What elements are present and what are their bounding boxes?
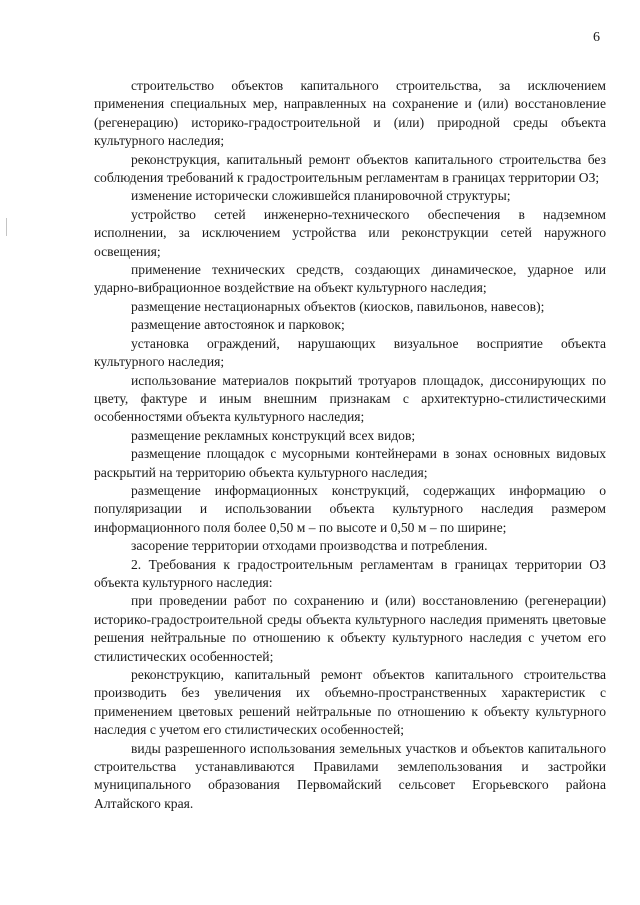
paragraph-restriction-parking: размещение автостоянок и парковок;: [131, 317, 345, 333]
paragraph-restriction-pavement-materials: использование материалов покрытий тротуаров площадок, диссонирующих по цвету, фактуре и иным внешним признакам с архитектурно-стилистическими особенностями объекта культурного наследия;: [94, 372, 606, 425]
paragraph-section-2-heading: 2. Требования к градостроительным регламентам в границах территории ОЗ объекта культурного наследия:: [94, 556, 606, 590]
paragraph-restriction-advertising: размещение рекламных конструкций всех видов;: [131, 427, 416, 443]
margin-mark: [6, 218, 7, 236]
paragraph-restriction-waste-containers: размещение площадок с мусорными контейнерами в зонах основных видовых раскрытий на территорию объекта культурного наследия;: [94, 446, 606, 480]
paragraph-restriction-littering: засорение территории отходами производства и потребления.: [131, 538, 488, 554]
paragraph-restriction-technical-means: применение технических средств, создающих динамическое, ударное или ударно-вибрационное воздействие на объект культурного наследия;: [94, 262, 606, 296]
paragraph-requirement-permitted-use: виды разрешенного использования земельных участков и объектов капитального строительства устанавливаются Правилами землепользования и застройки муниципального образования Первомайский сельсовет Егорьевского района Алтайского края.: [94, 740, 606, 811]
paragraph-requirement-reconstruction: реконструкцию, капитальный ремонт объектов капитального строительства производить без увеличения их объемно-пространственных характеристик с применением цветовых решений нейтральные по отношению к объекту культурного наследия с учетом его стилистических особенностей;: [94, 667, 606, 738]
page-number: 6: [593, 30, 600, 45]
paragraph-requirement-color-solutions: при проведении работ по сохранению и (или) восстановлению (регенерации) историко-градостроительной среды объекта культурного наследия применять цветовые решения нейтральные по отношению к объекту культурного наследия с учетом его стилистических особенностей;: [94, 593, 606, 664]
paragraph-restriction-construction: строительство объектов капитального строительства, за исключением применения специальных мер, направленных на сохранение и (или) восстановление (регенерацию) историко-градостроительной и (или) природной среды объекта культурного наследия;: [94, 78, 606, 149]
paragraph-restriction-info-structures: размещение информационных конструкций, содержащих информацию о популяризации и использовании объекта культурного наследия размером информационного поля более 0,50 м – по высоте и 0,50 м – по ширине;: [94, 482, 606, 535]
paragraph-restriction-engineering-networks: устройство сетей инженерно-технического обеспечения в надземном исполнении, за исключением устройства или реконструкции сетей наружного освещения;: [94, 206, 606, 259]
document-body: [94, 77, 606, 813]
paragraph-restriction-reconstruction: реконструкция, капитальный ремонт объектов капитального строительства без соблюдения требований к градостроительным регламентам в границах территории ОЗ;: [94, 151, 606, 186]
paragraph-restriction-kiosks: размещение нестационарных объектов (киосков, павильонов, навесов);: [131, 298, 545, 314]
paragraph-restriction-planning-structure: изменение исторически сложившейся планировочной структуры;: [131, 188, 511, 204]
paragraph-restriction-fences: установка ограждений, нарушающих визуальное восприятие объекта культурного наследия;: [94, 335, 606, 370]
